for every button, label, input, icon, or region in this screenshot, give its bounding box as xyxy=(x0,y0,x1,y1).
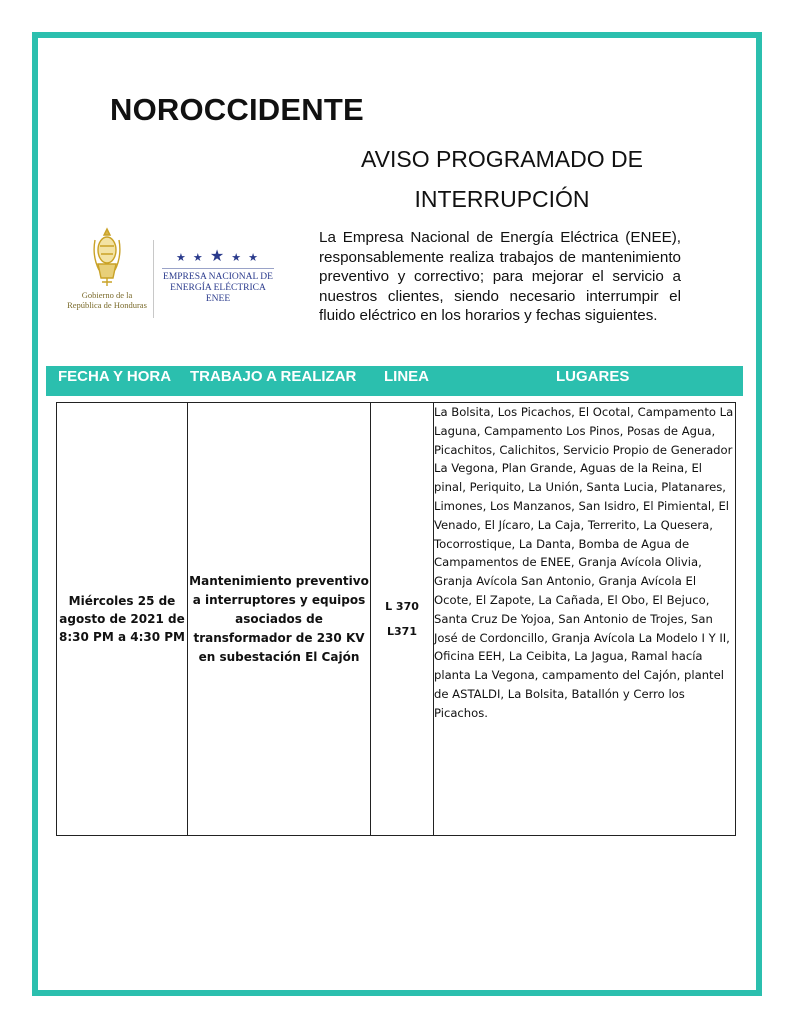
intro-paragraph: La Empresa Nacional de Energía Eléctrica (ENEE), responsablemente realiza trabajos de mantenimiento preventivo y correctivo; para mejorar el servicio a nuestros clientes, siendo necesario interrumpir el fluido eléctrico en los horarios y fechas siguientes. xyxy=(319,229,681,324)
logo-divider xyxy=(153,240,154,318)
line-cell xyxy=(371,403,434,836)
notice-title-line2: INTERRUPCIÓN xyxy=(414,186,590,212)
government-name-line2: República de Honduras xyxy=(67,300,147,310)
date-line2: agosto de 2021 de xyxy=(59,612,185,626)
places-cell: La Bolsita, Los Picachos, El Ocotal, Campamento La Laguna, Campamento Los Pinos, Posas de Agua, Picachitos, Calichitos, Servicio Propio de Generador La Vegona, Plan Grande, Aguas de la Reina, El pinal, Periquito, La Unión, Santa Lucia, Platanares, Limones, Los Manzanos, San Isidro, El Pimiental, El Venado, El Jícaro, La Caja, Terrerito, La Quesera, Tocorrostique, La Danta, Bomba de Agua de Campamentos de ENEE, Granja Avícola Olivia, Granja Avícola San Antonio, Granja Avícola El Ocote, El Zapote, La Cañada, El Obo, El Bejuco, Santa Cruz De Yojoa, San Antonio de Trojes, San José de Cordoncillo, Granja Avícola La Modelo I Y II, Oficina EEH, La Ceibita, La Jagua, Ramal hacía planta La Vegona, campamento del Cajón, plantel de ASTALDI, La Bolsita, Batallón y Cerro los Picachos. xyxy=(434,403,736,836)
coat-of-arms-icon xyxy=(90,226,124,288)
enee-name-line1: EMPRESA NACIONAL DE xyxy=(163,272,273,282)
enee-logo xyxy=(158,246,278,305)
table-row xyxy=(57,403,736,836)
header-places: LUGARES xyxy=(556,368,630,385)
schedule-table xyxy=(56,402,736,836)
line-code-2: L371 xyxy=(387,625,417,638)
date-line3: 8:30 PM a 4:30 PM xyxy=(59,630,185,644)
header-date: FECHA Y HORA xyxy=(58,368,172,385)
date-line1: Miércoles 25 de xyxy=(68,594,176,608)
work-cell: Mantenimiento preventivo a interruptores y equipos asociados de transformador de 230 KV en subestación El Cajón xyxy=(188,403,371,836)
government-name-line1: Gobierno de la xyxy=(81,290,133,300)
enee-name-line3: ENEE xyxy=(205,294,231,304)
header-line: LINEA xyxy=(384,368,429,385)
notice-title-line1: AVISO PROGRAMADO DE xyxy=(360,146,643,172)
region-title: NOROCCIDENTE xyxy=(110,92,364,127)
line-code-1: L 370 xyxy=(385,600,419,613)
date-cell xyxy=(57,403,188,836)
government-logo xyxy=(62,226,152,324)
enee-name-line2: ENERGÍA ELÉCTRICA xyxy=(170,283,266,293)
notice-title xyxy=(312,139,692,219)
stars-icon: ★ ★ ★ ★ ★ xyxy=(175,248,261,265)
enee-logo-rule xyxy=(162,268,274,269)
header-work: TRABAJO A REALIZAR xyxy=(190,368,357,385)
